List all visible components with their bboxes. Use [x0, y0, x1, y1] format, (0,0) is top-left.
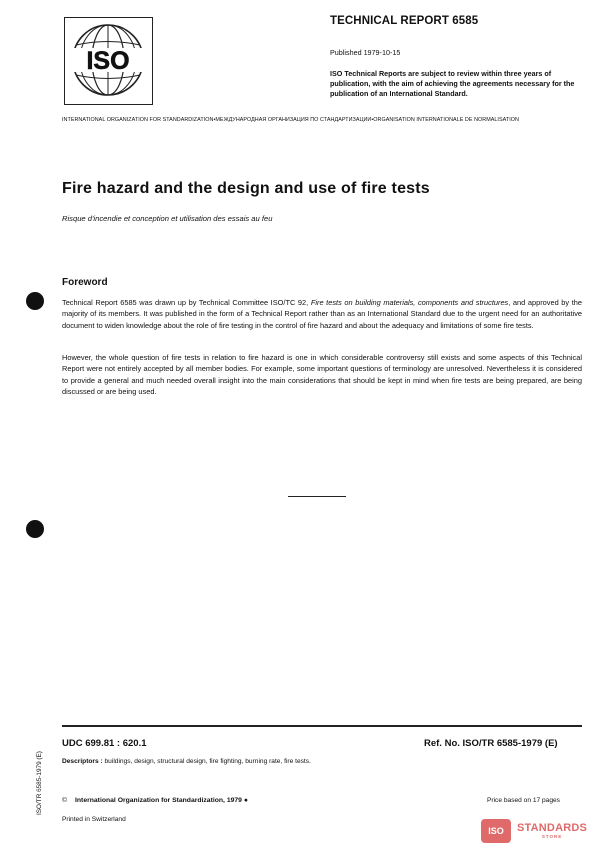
copyright-icon: © [62, 797, 68, 804]
store-name-sub: STORE [541, 833, 563, 839]
french-title: Risque d'incendie et conception et utilisation des essais au feu [62, 214, 273, 223]
para1-text-a: Technical Report 6585 was drawn up by Technical Committee ISO/TC 92, [62, 298, 311, 307]
report-title: TECHNICAL REPORT 6585 [330, 15, 479, 27]
para1-text-b: , and approved by the majority of its members. It was published in the form of a Technical Report rather than as an International Standard due to the urgent need for an authoritative document to widen knowledge about the role of fire testing in the control of fire hazard and about the adequacy and limitations of some fire tests. [62, 298, 582, 330]
udc-number: UDC 699.81 : 620.1 [62, 738, 147, 749]
section-divider [288, 496, 346, 497]
store-logo-icon: ISO [481, 819, 511, 843]
reference-number: Ref. No. ISO/TR 6585-1979 (E) [424, 738, 558, 749]
punch-hole-mark [26, 520, 44, 538]
foreword-paragraph-1 [62, 297, 582, 331]
iso-logo [64, 17, 153, 105]
copyright-line [62, 797, 248, 804]
globe-icon [65, 18, 151, 103]
published-date: Published 1979-10-15 [330, 48, 401, 57]
footer-rule [62, 725, 582, 727]
foreword-paragraph-2: However, the whole question of fire tests in relation to fire hazard is one in which considerable controversy still exists and some aspects of this Technical Report were not entirely accepted by all member bodies. For example, some important questions of terminology are unresolved. Nevertheless it is considered to provide a general and much needed overall insight into the main considerations that should be kept in mind when fire tests are being prepared, are being discussed or are being used. [62, 353, 582, 397]
review-note: ISO Technical Reports are subject to review within three years of publication, with the aim of achieving the agreements necessary for the publication of an International Standard. [330, 69, 575, 98]
committee-title: Fire tests on building materials, components and structures [310, 298, 509, 307]
descriptors-value: buildings, design, structural design, fire fighting, burning rate, fire tests. [102, 758, 311, 765]
organization-line: INTERNATIONAL ORGANIZATION FOR STANDARDIZATION•МЕЖДУНАРОДНАЯ ОРГАНИЗАЦИЯ ПО СТАНДАРТИЗАЦИИ•ORGANISATION INTERNATIONALE DE NORMALISATION [62, 117, 519, 123]
store-name [517, 823, 587, 840]
price-note: Price based on 17 pages [487, 797, 560, 804]
descriptors [62, 758, 311, 765]
foreword-heading: Foreword [62, 277, 108, 288]
side-reference: ISO/TR 6585-1979 (E) [36, 751, 43, 815]
document-title: Fire hazard and the design and use of fire tests [62, 180, 430, 197]
logo-text: ISO [86, 47, 130, 75]
store-badge[interactable] [481, 816, 593, 846]
copyright-text: International Organization for Standardization, 1979 ● [75, 797, 248, 804]
store-name-main: STANDARDS [517, 821, 588, 834]
descriptors-label: Descriptors : [62, 758, 103, 765]
punch-hole-mark [26, 292, 44, 310]
printed-in: Printed in Switzerland [62, 816, 126, 823]
